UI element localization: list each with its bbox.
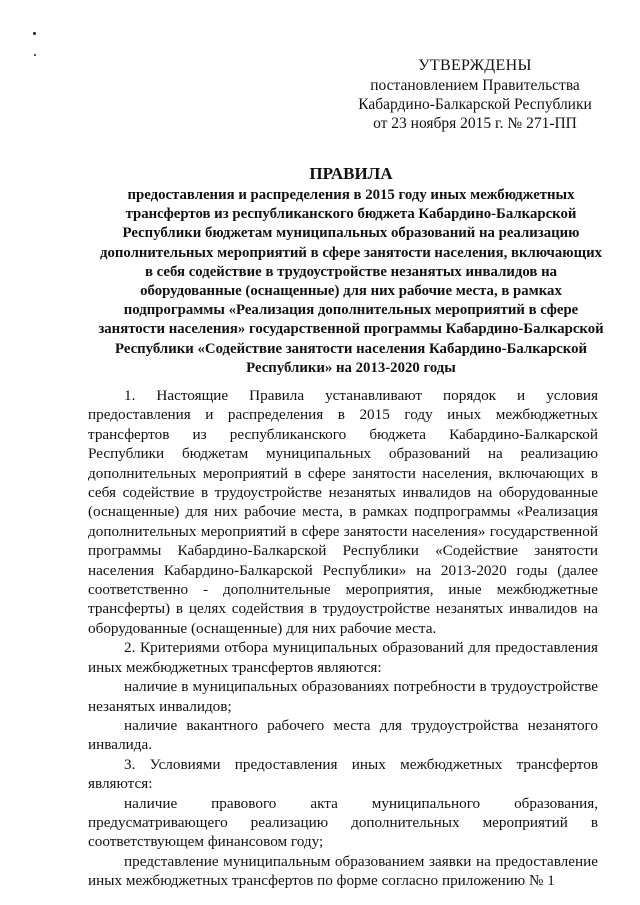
- approval-line: от 23 ноября 2015 г. № 271-ПП: [373, 115, 577, 132]
- document-title: [95, 164, 607, 378]
- margin-dot: [33, 32, 36, 35]
- paragraph: 1. Настоящие Правила устанавливают порядок и условия предоставления и распределения в 2015 году иных межбюджетных трансфертов из республиканского бюджета Кабардино-Балкарской Республики бюджетам муниципальных образований на реализацию дополнительных мероприятий в сфере занятости населения, включающих в себя содействие в трудоустройстве незанятых инвалидов на оборудованные (оснащенные) для них рабочие места, в рамках подпрограммы «Реализация дополнительных мероприятий в сфере занятости населения» государственной программы Кабардино-Балкарской Республики «Содействие занятости населения Кабардино-Балкарской Республики» на 2013-2020 годы (далее соответственно - дополнительные мероприятия, иные межбюджетные трансферты) в целях содействия в трудоустройстве незанятых инвалидов на оборудованные (оснащенные) для них рабочие места.: [88, 387, 598, 637]
- approval-line: Кабардино-Балкарской Республики: [358, 96, 592, 113]
- paragraph: 2. Критериями отбора муниципальных образований для предоставления иных межбюджетных трансфертов являются:: [88, 639, 598, 676]
- title-subtitle: предоставления и распределения в 2015 году иных межбюджетных трансфертов из республиканского бюджета Кабардино-Балкарской Республики бюджетам муниципальных образований на реализацию дополнительных мероприятий в сфере занятости населения, включающих в себя содействие в трудоустройстве незанятых инвалидов на оборудованные (оснащенные) для них рабочие места, в рамках подпрограммы «Реализация дополнительных мероприятий в сфере занятости населения» государственной программы Кабардино-Балкарской Республики «Содействие занятости населения Кабардино-Балкарской Республики» на 2013-2020 годы: [98, 187, 604, 376]
- margin-dot: [34, 54, 36, 56]
- margin-marks: [30, 32, 40, 62]
- list-item: наличие в муниципальных образованиях потребности в трудоустройстве незанятых инвалидов;: [88, 678, 598, 715]
- list-item: наличие вакантного рабочего места для трудоустройства незанятого инвалида.: [88, 716, 598, 754]
- title-main: ПРАВИЛА: [309, 164, 393, 183]
- list-item: представление муниципальным образованием заявки на предоставление иных межбюджетных трансфертов по форме согласно приложению № 1: [88, 852, 598, 890]
- approval-heading: УТВЕРЖДЕНЫ: [418, 57, 532, 74]
- paragraph: 3. Условиями предоставления иных межбюджетных трансфертов являются:: [88, 755, 598, 793]
- approval-line: постановлением Правительства: [370, 77, 580, 94]
- approval-block: [340, 56, 610, 133]
- document-body: [88, 386, 598, 891]
- list-item: наличие правового акта муниципального образования, предусматривающего реализацию дополнительных мероприятий в соответствующем финансовом году;: [88, 794, 598, 851]
